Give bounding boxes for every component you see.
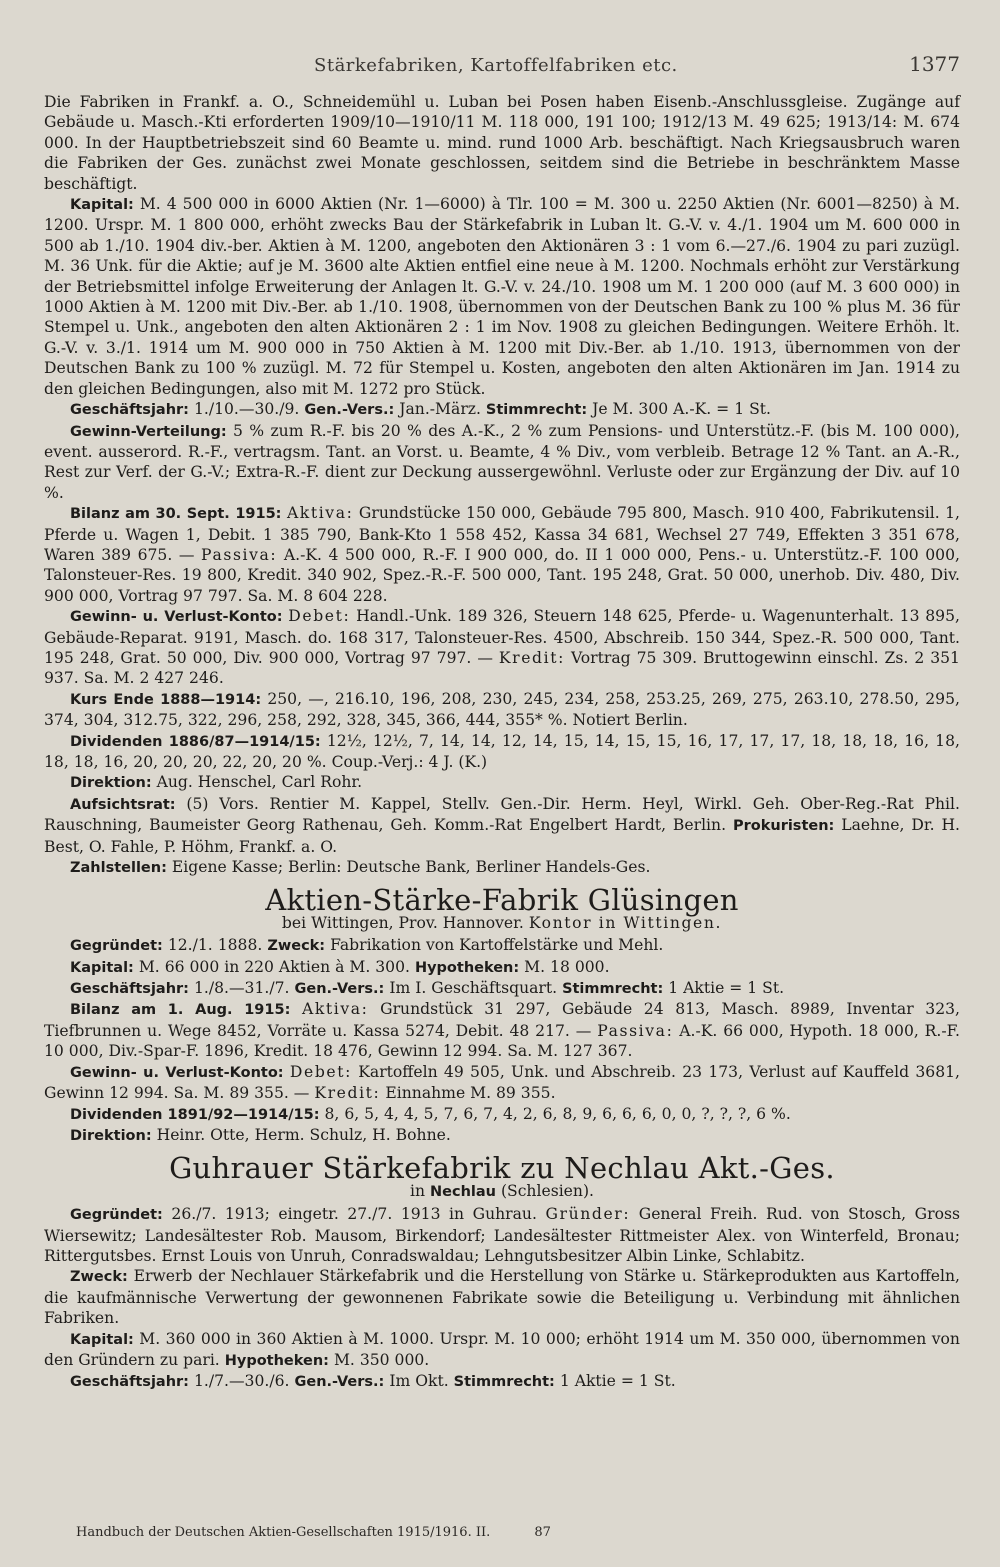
price-history-entry: Kurs Ende 1888—1914: 250, —, 216.10, 196, 208, 230, 245, 234, 258, 253.25, 269, 275, 263.10, 278.50, 295, 374, 304, 312.75, 322, 296, 258, 292, 328, 345, 366, 444, 355* %. Notiert Berlin. [44,689,960,730]
capital-entry: Kapital: M. 66 000 in 220 Aktien à M. 300. Hypotheken: M. 18 000. [70,957,610,976]
footer-reference: Handbuch der Deutschen Aktien-Gesellschaften 1915/1916. [76,1525,472,1540]
capital-entry: Kapital: M. 4 500 000 in 6000 Aktien (Nr. 1—6000) à Tlr. 100 = M. 300 u. 2250 Aktien (Nr. 6001—8250) à M. 1200. Urspr. M. 1 800 000, erhöht zwecks Bau der Stärkefabrik in Luban lt. G.-V. v. 4./1. 1904 um M. 600 000 in 500 ab 1./10. 1904 div.-ber. Aktien à M. 1200, angeboten den Aktionären 3 : 1 vom 6.—27./6. 1904 zu pari zuzügl. M. 36 Unk. für die Aktie; auf je M. 3600 alte Aktien entfiel eine neue à M. 1200. Nochmals erhöht zur Verstärkung der Betriebsmittel infolge Erweiterung der Anlagen lt. G.-V. v. 24./10. 1908 um M. 1 200 000 (auf M. 3 600 000) in 1000 Aktien à M. 1200 mit Div.-Ber. ab 1./10. 1908, übernommen von der Deutschen Bank zu 100 % plus M. 36 für Stempel u. Unk., angeboten den alten Aktionären 2 : 1 im Nov. 1908 zu gleichen Bedingungen. Weitere Erhöh. lt. G.-V. v. 3./1. 1914 um M. 900 000 in 750 Aktien à M. 1200 mit Div.-Ber. ab 1./10. 1913, übernommen von der Deutschen Bank zu 100 % zuzügl. M. 72 für Stempel u. Kosten, angeboten den alten Aktionären im Jan. 1914 zu den gleichen Bedingungen, also mit M. 1272 pro Stück. [44,195,960,398]
paying-agents-entry: Zahlstellen: Eigene Kasse; Berlin: Deutsche Bank, Berliner Handels-Ges. [70,858,651,877]
board-entry: Direktion: Aug. Henschel, Carl Rohr. [70,773,363,792]
profit-loss-entry: Gewinn- u. Verlust-Konto: Debet: Handl.-Unk. 189 326, Steuern 148 625, Pferde- u. Wagenunterhalt. 13 895, Gebäude-Reparat. 9191, Masch. do. 168 317, Talonsteuer-Res. 4500, Abschreib. 150 344, Spez.-R. 500 000, Tant. 195 248, Grat. 50 000, Div. 900 000, Vortrag 97 797. — Kredit: Vortrag 75 309. Bruttogewinn einschl. Zs. 2 351 937. Sa. M. 2 427 246. [44,607,960,688]
company-heading: Guhrauer Stärkefabrik zu Nechlau Akt.-Ges. [169,1151,835,1186]
fiscal-entry: Geschäftsjahr: 1./10.—30./9. Gen.-Vers.: Jan.-März. Stimmrecht: Je M. 300 A.-K. = 1 St. [70,400,771,419]
footer-signature: 87 [534,1525,551,1540]
founded-entry: Gegründet: 26./7. 1913; eingetr. 27./7. 1913 in Guhrau. Gründer: General Freih. Rud. von Stosch, Gross Wiersewitz; Landesältester Rob. Mausom, Birkendorf; Landesältester Rittmeister Alex. von Winterfeld, Bronau; Rittergutsbes. Ernst Louis von Unruh, Conradswaldau; Lehngutsbesitzer Albin Linke, Schlabitz. [44,1205,960,1265]
board-entry: Direktion: Heinr. Otte, Herm. Schulz, H. Bohne. [70,1125,451,1144]
intro-paragraph: Die Fabriken in Frankf. a. O., Schneidemühl u. Luban bei Posen haben Eisenb.-Anschlussgleise. Zugänge auf Gebäude u. Masch.-Kti erforderten 1909/10—1910/11 M. 118 000, 191 100; 1912/13 M. 49 625; 1913/14: M. 674 000. In der Hauptbetriebszeit sind 60 Beamte u. mind. rund 1000 Arb. beschäftigt. Nach Kriegsausbruch waren die Fabriken der Ges. zunächst zwei Monate geschlossen, seitdem sind die Betriebe in beschränktem Masse beschäftigt. [44,93,960,193]
supervisory-board-entry: Aufsichtsrat: (5) Vors. Rentier M. Kappel, Stellv. Gen.-Dir. Herm. Heyl, Wirkl. Geh. Ober-Reg.-Rat Phil. Rauschning, Baumeister Georg Rathenau, Geh. Komm.-Rat Engelbert Hardt, Berlin. Prokuristen: Laehne, Dr. H. Best, O. Fahle, P. Höhm, Frankf. a. O. [44,794,960,856]
dividends-entry: Dividenden 1891/92—1914/15: 8, 6, 5, 4, 4, 5, 7, 6, 7, 4, 2, 6, 8, 9, 6, 6, 6, 0, 0, ?, ?, ?, 6 %. [70,1104,791,1123]
founded-entry: Gegründet: 12./1. 1888. Zweck: Fabrikation von Kartoffelstärke und Mehl. [70,936,664,955]
page-number: 1377 [909,52,960,76]
fiscal-entry: Geschäftsjahr: 1./8.—31./7. Gen.-Vers.: Im I. Geschäftsquart. Stimmrecht: 1 Aktie = 1 St. [70,979,785,998]
footer-volume: II. [475,1525,491,1540]
balance-entry: Bilanz am 1. Aug. 1915: Aktiva: Grundstück 31 297, Gebäude 24 813, Masch. 8989, Inventar 323, Tiefbrunnen u. Wege 8452, Vorräte u. Kassa 5274, Debit. 48 217. — Passiva: A.-K. 66 000, Hypoth. 18 000, R.-F. 10 000, Div.-Spar-F. 1896, Kredit. 18 476, Gewinn 12 994. Sa. M. 127 367. [44,1000,961,1061]
company-location: bei Wittingen, Prov. Hannover. Kontor in Wittingen. [281,913,723,932]
dividends-entry: Dividenden 1886/87—1914/15: 12½, 12½, 7, 14, 14, 12, 14, 15, 14, 15, 15, 16, 17, 17, 17, 18, 18, 18, 16, 18, 18, 18, 16, 20, 20, 20, 22, 20, 20 %. Coup.-Verj.: 4 J. (K.) [44,731,960,771]
running-header [44,52,960,92]
running-title: Stärkefabriken, Kartoffelfabriken etc. [314,55,678,76]
company-heading: Aktien-Stärke-Fabrik Glüsingen [265,883,739,918]
page-footer [76,1525,936,1540]
balance-entry: Bilanz am 30. Sept. 1915: Aktiva: Grundstücke 150 000, Gebäude 795 800, Masch. 910 400, Fabrikutensil. 1, Pferde u. Wagen 1, Debit. 1 385 790, Bank-Kto 1 558 452, Kassa 34 681, Wechsel 27 749, Effekten 3 351 678, Waren 389 675. — Passiva: A.-K. 4 500 000, R.-F. I 900 000, do. II 1 000 000, Pens.- u. Unterstütz.-F. 100 000, Talonsteuer-Res. 19 800, Kredit. 340 902, Spez.-R.-F. 500 000, Tant. 195 248, Grat. 50 000, unerhob. Div. 480, Div. 900 000, Vortrag 97 797. Sa. M. 8 604 228. [44,504,960,605]
page-body [44,92,960,1393]
company-location: in Nechlau (Schlesien). [410,1181,594,1200]
fiscal-entry: Geschäftsjahr: 1./7.—30./6. Gen.-Vers.: Im Okt. Stimmrecht: 1 Aktie = 1 St. [70,1372,676,1391]
purpose-entry: Zweck: Erwerb der Nechlauer Stärkefabrik und die Herstellung von Stärke u. Stärkeprodukten aus Kartoffeln, die kaufmännische Verwertung der gewonnenen Fabrikate sowie die Beteiligung u. Verbindung mit ähnlichen Fabriken. [44,1267,960,1328]
profit-distribution-entry: Gewinn-Verteilung: 5 % zum R.-F. bis 20 % des A.-K., 2 % zum Pensions- und Unterstütz.-F. (bis M. 100 000), event. ausserord. R.-F., vertragsm. Tant. an Vorst. u. Beamte, 4 % Div., vom verbleib. Betrage 12 % Tant. an A.-R., Rest zur Verf. der G.-V.; Extra-R.-F. dient zur Deckung aussergewöhnl. Verluste oder zur Ergänzung der Div. auf 10 %. [44,421,960,502]
profit-loss-entry: Gewinn- u. Verlust-Konto: Debet: Kartoffeln 49 505, Unk. und Abschreib. 23 173, Verlust auf Kauffeld 3681, Gewinn 12 994. Sa. M. 89 355. — Kredit: Einnahme M. 89 355. [44,1062,960,1103]
capital-entry: Kapital: M. 360 000 in 360 Aktien à M. 1000. Urspr. M. 10 000; erhöht 1914 um M. 350 000, übernommen von den Gründern zu pari. Hypotheken: M. 350 000. [44,1329,960,1369]
